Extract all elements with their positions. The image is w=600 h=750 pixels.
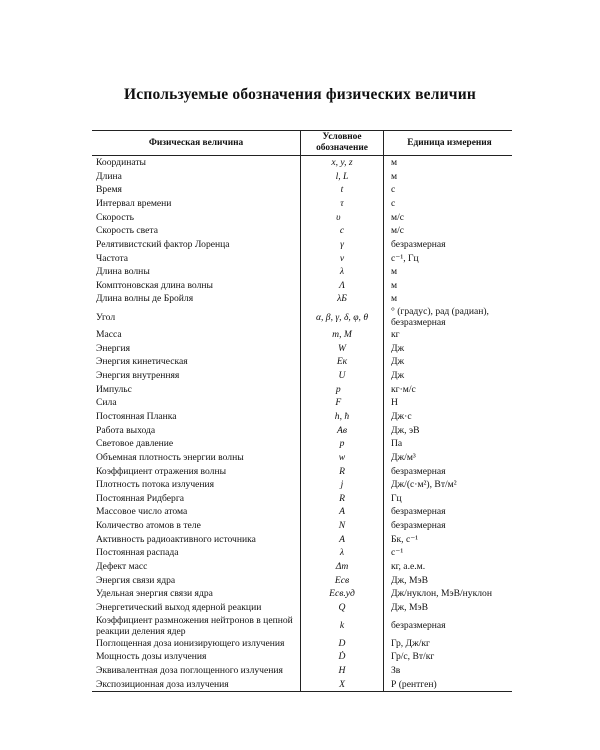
quantity-name: Энергия [96, 342, 131, 354]
table-row [92, 574, 512, 588]
quantity-symbol: Eсв [301, 574, 384, 588]
quantity-unit: Дж·с [391, 410, 412, 422]
quantity-name: Постоянная Планка [96, 410, 177, 422]
quantity-name: Комптоновская длина волны [96, 279, 213, 291]
quantity-unit: м [391, 170, 398, 182]
table-row [92, 156, 512, 170]
quantity-name: Сила [96, 397, 117, 409]
table-row [92, 451, 512, 465]
quantity-symbol: x, y, z [301, 156, 384, 170]
quantity-name: Длина волны [96, 266, 150, 278]
table-row [92, 251, 512, 265]
quantity-unit: Дж, эВ [391, 424, 420, 436]
quantity-unit: Дж/(с·м²), Вт/м² [391, 479, 457, 491]
table-row [92, 410, 512, 424]
quantity-name: Масса [96, 329, 122, 341]
header-unit: Единица измерения [384, 131, 513, 156]
quantity-unit: Гр, Дж/кг [391, 637, 430, 649]
table-row [92, 546, 512, 560]
quantity-unit: Па [391, 438, 403, 450]
quantity-symbol: H [301, 664, 384, 678]
quantity-symbol: A [301, 533, 384, 547]
quantity-name: Плотность потока излучения [96, 479, 215, 491]
quantity-name: Импульс [96, 383, 132, 395]
quantity-unit: Зв [391, 664, 401, 676]
quantity-name: Координаты [96, 157, 146, 169]
quantity-unit: кг·м/с [391, 383, 416, 395]
quantity-unit: Гц [391, 492, 402, 504]
quantity-unit: с [391, 184, 396, 196]
quantity-symbol: A [301, 505, 384, 519]
quantity-unit: с⁻¹, Гц [391, 252, 419, 264]
quantity-name: Коэффициент отражения волны [96, 465, 227, 477]
quantity-name: Удельная энергия связи ядра [96, 588, 213, 600]
table-row [92, 650, 512, 664]
quantity-unit: безразмерная [391, 620, 446, 632]
quantity-symbol: W [301, 342, 384, 356]
quantity-name: Длина волны де Бройля [96, 293, 194, 305]
quantity-name: Поглощенная доза ионизирующего излучения [96, 637, 285, 649]
table-row [92, 238, 512, 252]
quantity-symbol: ν [301, 251, 384, 265]
quantity-unit: Гр/с, Вт/кг [391, 651, 435, 663]
quantity-symbol: γ [301, 238, 384, 252]
table-row [92, 279, 512, 293]
quantity-symbol: t [301, 183, 384, 197]
table-row [92, 560, 512, 574]
quantity-unit: кг [391, 329, 400, 341]
quantity-unit: м [391, 157, 398, 169]
quantity-unit: м [391, 279, 398, 291]
quantity-symbol: λБ [301, 292, 384, 306]
quantity-unit: Бк, с⁻¹ [391, 533, 419, 545]
quantity-name: Скорость [96, 211, 135, 223]
quantity-symbol: l, L [301, 170, 384, 184]
quantity-unit: м [391, 293, 398, 305]
quantity-symbol: λ [301, 265, 384, 279]
quantity-name: Дефект масс [96, 561, 148, 573]
quantity-unit: Дж/нуклон, МэВ/нуклон [391, 588, 492, 600]
quantity-symbol: Eсв.уд [301, 587, 384, 601]
quantity-symbol: Δm [301, 560, 384, 574]
quantity-symbol: τ [301, 197, 384, 211]
table-row [92, 211, 512, 225]
table-row [92, 637, 512, 651]
table-row [92, 519, 512, 533]
quantity-name: Мощность дозы излучения [96, 651, 207, 663]
quantity-symbol: Q [301, 601, 384, 615]
table-row [92, 424, 512, 438]
quantity-name: Интервал времени [96, 197, 172, 209]
table-row [92, 615, 512, 637]
table-row [92, 265, 512, 279]
quantity-unit: безразмерная [391, 520, 446, 532]
quantity-symbol: X [301, 678, 384, 692]
header-symbol: Условное обозначение [301, 131, 384, 156]
quantity-unit: безразмерная [391, 238, 446, 250]
table-row [92, 396, 512, 410]
quantity-unit: м/с [391, 211, 404, 223]
quantity-name: Постоянная Ридберга [96, 492, 185, 504]
quantity-symbol: p⃗ [301, 383, 384, 397]
quantity-name: Количество атомов в теле [96, 520, 201, 532]
header-quantity: Физическая величина [92, 131, 301, 156]
quantity-name: Угол [96, 311, 116, 323]
quantity-symbol: c [301, 224, 384, 238]
quantity-unit: Дж [391, 370, 405, 382]
table-row [92, 355, 512, 369]
quantity-name: Массовое число атома [96, 506, 188, 518]
table-row [92, 601, 512, 615]
quantity-name: Активность радиоактивного источника [96, 533, 256, 545]
quantity-symbol: υ⃗ [301, 211, 384, 225]
quantity-unit: Дж [391, 356, 405, 368]
table-row [92, 505, 512, 519]
quantity-name: Скорость света [96, 225, 158, 237]
quantity-symbol: m, M [301, 328, 384, 342]
quantity-symbol: h, ħ [301, 410, 384, 424]
quantity-name: Экспозиционная доза излучения [92, 678, 301, 692]
quantity-symbol: R [301, 492, 384, 506]
page-title: Используемые обозначения физических величин [124, 86, 476, 103]
quantity-symbol: N [301, 519, 384, 533]
quantity-symbol: λ [301, 546, 384, 560]
table-row [92, 437, 512, 451]
quantity-unit: Дж/м³ [391, 451, 416, 463]
quantity-unit: Дж, МэВ [391, 574, 429, 586]
quantity-name: Световое давление [96, 438, 174, 450]
quantity-name: Эквивалентная доза поглощенного излучения [96, 664, 283, 676]
table-header-row [92, 131, 512, 156]
table-row [92, 369, 512, 383]
quantity-name: Энергетический выход ядерной реакции [96, 601, 262, 613]
quantity-unit: Н [391, 397, 398, 409]
table-row [92, 492, 512, 506]
quantity-unit: кг, а.е.м. [391, 561, 426, 573]
table-row [92, 478, 512, 492]
quantity-symbol: U [301, 369, 384, 383]
quantities-table [92, 130, 512, 692]
quantity-unit: безразмерная [391, 465, 446, 477]
quantity-unit: Р (рентген) [384, 678, 513, 692]
table-row [92, 678, 512, 692]
quantity-unit: Дж, МэВ [391, 601, 429, 613]
quantity-name: Энергия внутренняя [96, 370, 180, 382]
quantity-symbol: p [301, 437, 384, 451]
quantity-symbol: k [301, 615, 384, 637]
quantity-unit: ° (градус), рад (радиан), безразмерная [391, 306, 489, 329]
quantity-symbol: α, β, γ, δ, φ, θ [301, 306, 384, 328]
table-row [92, 664, 512, 678]
quantity-name: Длина [96, 170, 122, 182]
quantity-symbol: Ḋ [301, 650, 384, 664]
table-row [92, 170, 512, 184]
table-row [92, 587, 512, 601]
table-row [92, 292, 512, 306]
quantity-name: Энергия кинетическая [96, 356, 188, 368]
quantity-unit: Дж [391, 342, 405, 354]
quantity-name: Коэффициент размножения нейтронов в цепной реакции деления ядер [96, 614, 293, 637]
quantity-symbol: j [301, 478, 384, 492]
quantity-symbol: Eк [301, 355, 384, 369]
quantity-symbol: Aв [301, 424, 384, 438]
quantity-unit: с [391, 197, 396, 209]
quantity-name: Частота [96, 252, 129, 264]
quantity-name: Постоянная распада [96, 547, 179, 559]
quantity-symbol: Λ [301, 279, 384, 293]
table-row [92, 224, 512, 238]
quantity-unit: м/с [391, 225, 404, 237]
quantity-symbol: R [301, 465, 384, 479]
quantity-unit: м [391, 266, 398, 278]
quantity-name: Работа выхода [96, 424, 156, 436]
table-row [92, 342, 512, 356]
table-row [92, 306, 512, 328]
quantity-symbol: F⃗ [301, 396, 384, 410]
quantity-unit: безразмерная [391, 506, 446, 518]
quantity-name: Объемная плотность энергии волны [96, 451, 244, 463]
quantity-name: Релятивистский фактор Лоренца [96, 238, 230, 250]
quantity-name: Энергия связи ядра [96, 574, 176, 586]
table-row [92, 383, 512, 397]
table-row [92, 183, 512, 197]
quantity-symbol: D [301, 637, 384, 651]
table-row [92, 197, 512, 211]
quantity-unit: с⁻¹ [391, 547, 404, 559]
table-row [92, 533, 512, 547]
quantity-name: Время [96, 184, 122, 196]
quantity-symbol: w [301, 451, 384, 465]
table-row [92, 465, 512, 479]
table-row [92, 328, 512, 342]
